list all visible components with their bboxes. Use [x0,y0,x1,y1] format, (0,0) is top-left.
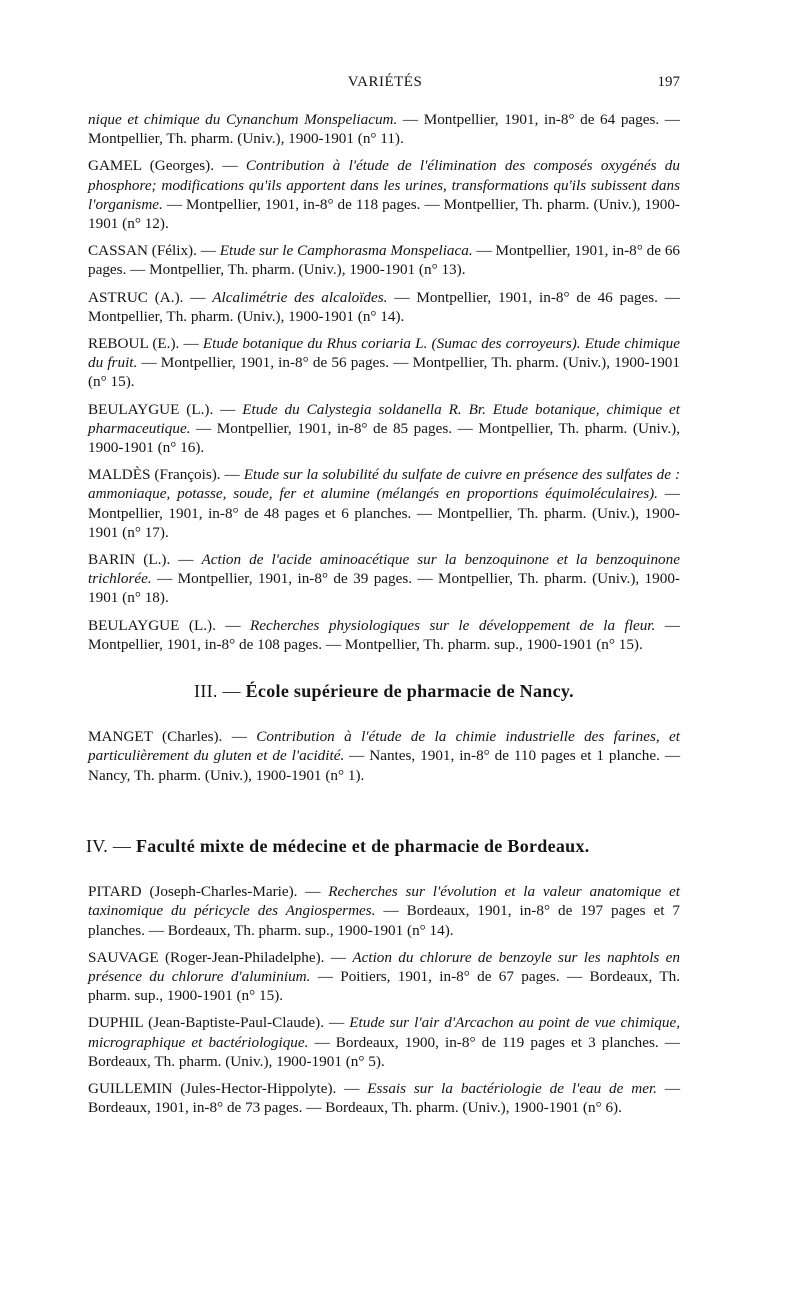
entry-title: Etude du Calystegia soldanella R. Br. Etude botanique, chimique et pharmaceutique. [88,400,680,437]
entry-publication: — Montpellier, 1901, in-8° de 39 pages. — Montpellier, Th. pharm. (Univ.), 1900-1901 (n° 18). [88,570,680,607]
entry-title: nique et chimique du Cynanchum Monspeliacum. [88,111,398,128]
page-number: 197 [657,74,680,90]
section-heading-bordeaux [86,837,680,856]
section-number: III. — [194,681,246,702]
entry-publication: — Nantes, 1901, in-8° de 110 pages et 1 planche. — Nancy, Th. pharm. (Univ.), 1900-1901 (n° 1). [88,747,681,784]
bibliography-entry [88,948,680,1006]
bibliography-entry [88,465,680,542]
bibliography-entry [88,727,680,785]
entry-list-bordeaux [88,882,680,1117]
entry-publication: — Bordeaux, 1901, in-8° de 197 pages et 7 planches. — Bordeaux, Th. pharm. sup., 1900-1901 (n° 14). [88,902,680,939]
entry-author: GAMEL (Georges). — [88,157,246,175]
bibliography-entry [88,550,680,608]
entry-title: Action de l'acide aminoacétique sur la benzoquinone et la benzoquinone trichlorée. [88,551,680,588]
bibliography-entry [88,288,680,326]
section-title: École supérieure de pharmacie de Nancy. [245,681,574,702]
entry-publication: — Bordeaux, 1901, in-8° de 73 pages. — Bordeaux, Th. pharm. (Univ.), 1900-1901 (n° 6). [88,1079,680,1117]
entry-author: SAUVAGE (Roger-Jean-Philadelphe). — [88,948,353,966]
bibliography-entry [88,400,680,458]
bibliography-entry [88,156,680,233]
entry-title: Etude botanique du Rhus coriaria L. (Sumac des corroyeurs). Etude chimique du fruit. [88,335,680,372]
running-head: VARIÉTÉS [347,74,423,90]
entry-author: PITARD (Joseph-Charles-Marie). — [88,883,329,901]
section-number: IV. — [86,835,136,856]
entry-title: Etude sur l'air d'Arcachon au point de vue chimique, micrographique et bactériologique. [88,1014,680,1051]
section-heading-nancy [88,682,680,701]
entry-title: Action du chlorure de benzoyle sur les naphtols en présence du chlorure d'aluminium. [88,948,680,985]
entry-author: REBOUL (E.). — [88,335,203,353]
entry-publication: — Montpellier, 1901, in-8° de 46 pages. — Montpellier, Th. pharm. (Univ.), 1900-1901 (n° 14). [88,288,680,325]
bibliography-entry [88,1079,680,1117]
entry-title: Etude sur le Camphorasma Monspeliaca. [219,242,473,260]
entry-author: CASSAN (Félix). — [88,242,220,260]
spacer [88,793,680,809]
entry-author: GUILLEMIN (Jules-Hector-Hippolyte). — [88,1079,368,1097]
bibliography-entry [88,334,680,392]
entry-title: Contribution à l'étude de l'élimination des composés oxygénés du phosphore; modifications qu'ils apportent dans les urines, transformations qu'ils subissent dans l'organisme. [88,157,680,213]
bibliography-entry [88,110,680,148]
entry-publication: — Montpellier, 1901, in-8° de 64 pages. — Montpellier, Th. pharm. (Univ.), 1900-1901 (n° 11). [88,111,680,148]
entry-author: BEULAYGUE (L.). — [88,400,243,418]
entry-list-nancy [88,727,680,785]
entry-title: Recherches physiologiques sur le développement de la fleur. [250,616,656,634]
entry-publication: — Montpellier, 1901, in-8° de 118 pages. — Montpellier, Th. pharm. (Univ.), 1900-1901 (n° 12). [88,195,680,233]
entry-title: Contribution à l'étude de la chimie industrielle des farines, et particulièrement du gluten et de l'acidité. [88,728,680,765]
page-header [90,74,680,98]
entry-publication: — Montpellier, 1901, in-8° de 108 pages. — Montpellier, Th. pharm. sup., 1900-1901 (n° 15). [88,616,680,653]
entry-author: MALDÈS (François). — [88,466,244,484]
entry-publication: — Bordeaux, 1900, in-8° de 119 pages et 3 planches. — Bordeaux, Th. pharm. (Univ.), 1900-1901 (n° 5). [88,1033,680,1070]
entry-author: DUPHIL (Jean-Baptiste-Paul-Claude). — [88,1014,350,1032]
entry-title: Essais sur la bactériologie de l'eau de mer. [367,1079,657,1097]
entry-author: BARIN (L.). — [88,551,202,569]
entry-publication: — Montpellier, 1901, in-8° de 48 pages et 6 planches. — Montpellier, Th. pharm. (Univ.), 1900-1901 (n° 17). [88,485,680,541]
entry-author: MANGET (Charles). — [88,728,257,746]
section-title: Faculté mixte de médecine et de pharmacie de Bordeaux. [135,835,590,856]
entry-author: BEULAYGUE (L.). — [88,616,251,634]
entry-title: Recherches sur l'évolution et la valeur anatomique et taxinomique du péricycle des Angiospermes. [88,883,681,920]
entry-publication: — Montpellier, 1901, in-8° de 56 pages. — Montpellier, Th. pharm. (Univ.), 1900-1901 (n° 15). [88,354,680,391]
body-text [88,110,680,1125]
entry-list-montpellier [88,110,680,654]
entry-publication: — Poitiers, 1901, in-8° de 67 pages. — Bordeaux, Th. pharm. sup., 1900-1901 (n° 15). [88,967,680,1005]
entry-title: Etude sur la solubilité du sulfate de cuivre en présence des sulfates de : ammoniaque, potasse, soude, fer et alumine (mélangés en proportions équimoléculaires). [88,466,681,503]
entry-title: Alcalimétrie des alcaloïdes. [212,288,388,306]
entry-publication: — Montpellier, 1901, in-8° de 66 pages. — Montpellier, Th. pharm. (Univ.), 1900-1901 (n° 13). [88,242,681,279]
entry-publication: — Montpellier, 1901, in-8° de 85 pages. — Montpellier, Th. pharm. (Univ.), 1900-1901 (n° 16). [88,419,680,457]
bibliography-entry [88,882,680,940]
bibliography-entry [88,1013,680,1071]
entry-author: ASTRUC (A.). — [88,288,213,306]
bibliography-entry [88,241,680,279]
bibliography-entry [88,616,680,654]
